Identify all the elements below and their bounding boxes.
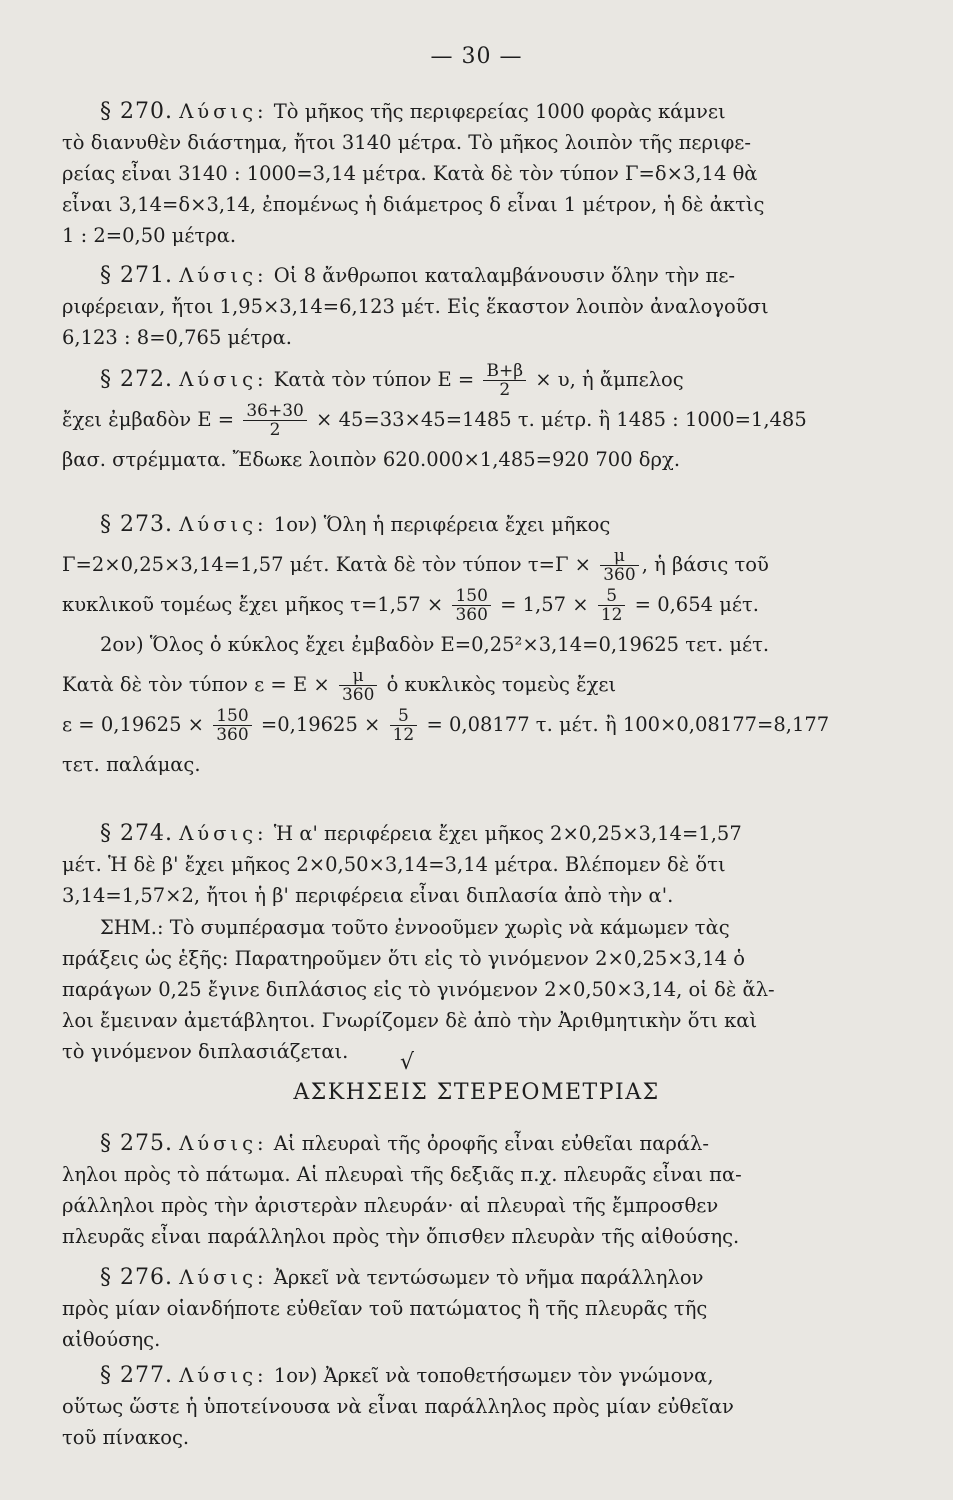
text-line: βασ. στρέμματα. Ἔδωκε λοιπὸν 620.000×1,485=920 700 δρχ.: [62, 448, 681, 471]
section-number: § 275.: [100, 1131, 173, 1156]
text-line: ριφέρειαν, ἤτοι 1,95×3,14=6,123 μέτ. Εἰς ἕκαστον λοιπὸν ἀναλογοῦσι: [62, 295, 769, 318]
text-line: × υ, ἡ ἄμπελος: [535, 368, 684, 391]
text-line: 1 : 2=0,50 μέτρα.: [62, 224, 237, 247]
fraction-denominator: 12: [600, 605, 623, 625]
text-line: Αἱ πλευραὶ τῆς ὀροφῆς εἶναι εὐθεῖαι παράλ-: [273, 1132, 709, 1155]
fraction: [243, 402, 307, 439]
solution-label: Λύσις:: [179, 1132, 268, 1155]
fraction-denominator: 360: [216, 725, 249, 745]
text-line: κυκλικοῦ τομέως ἔχει μῆκος τ=1,57 ×: [62, 593, 444, 616]
text-line: Κατὰ δὲ τὸν τύπον ε = Ε ×: [62, 673, 330, 696]
solution-274: [62, 818, 892, 911]
text-line: παράγων 0,25 ἔγινε διπλάσιος εἰς τὸ γινόμενον 2×0,50×3,14, οἱ δὲ ἄλ-: [62, 978, 775, 1001]
section-number: § 273.: [100, 512, 173, 537]
text-line: τὸ διανυθὲν διάστημα, ἤτοι 3140 μέτρα. Τὸ μῆκος λοιπὸν τῆς περιφε-: [62, 131, 751, 154]
fraction-denominator: 2: [269, 420, 281, 440]
text-line: πράξεις ὡς ἑξῆς: Παρατηροῦμεν ὅτι εἰς τὸ γινόμενον 2×0,25×3,14 ὁ: [62, 947, 745, 970]
text-line: ληλοι πρὸς τὸ πάτωμα. Αἱ πλευραὶ τῆς δεξιᾶς π.χ. πλευρᾶς εἶναι πα-: [62, 1163, 742, 1186]
fraction: [600, 547, 638, 584]
solution-label: Λύσις:: [179, 513, 268, 536]
solution-label: Λύσις:: [179, 100, 268, 123]
text-line: εἶναι 3,14=δ×3,14, ἐπομένως ἡ διάμετρος δ εἶναι 1 μέτρον, ἡ δὲ ἀκτὶς: [62, 193, 765, 216]
text-line: ὁ κυκλικὸς τομεὺς ἔχει: [386, 673, 617, 696]
fraction-numerator: 150: [452, 587, 490, 606]
text-line: τὸ γινόμενον διπλασιάζεται.: [62, 1040, 349, 1063]
text-line: = 1,57 ×: [500, 593, 589, 616]
fraction: [483, 362, 526, 399]
fraction: [213, 707, 251, 744]
text-line: 2ον) Ὅλος ὁ κύκλος ἔχει ἐμβαδὸν Ε=0,25²×3,14=0,19625 τετ. μέτ.: [100, 633, 770, 656]
text-line: ε = 0,19625 ×: [62, 713, 205, 736]
fraction-denominator: 360: [341, 685, 375, 705]
text-line: πρὸς μίαν οἱανδήποτε εὐθεῖαν τοῦ πατώματος ἢ τῆς πλευρᾶς τῆς: [62, 1297, 708, 1320]
text-line: =0,19625 ×: [260, 713, 381, 736]
solution-273: [62, 505, 892, 785]
solution-272: [62, 360, 892, 480]
solution-label: Λύσις:: [179, 368, 268, 391]
solution-label: Λύσις:: [179, 264, 268, 287]
page-number: — 30 —: [430, 44, 523, 69]
solution-277: [62, 1360, 892, 1453]
text-line: ΣΗΜ.: Τὸ συμπέρασμα τοῦτο ἐννοοῦμεν χωρὶς νὰ κάμωμεν τὰς: [100, 916, 730, 939]
text-line: Ἀρκεῖ νὰ τεντώσωμεν τὸ νῆμα παράλληλον: [273, 1266, 704, 1289]
text-line: ρείας εἶναι 3140 : 1000=3,14 μέτρα. Κατὰ δὲ τὸν τύπον Γ=δ×3,14 θὰ: [62, 162, 758, 185]
text-line: Ἡ α' περιφέρεια ἔχει μῆκος 2×0,25×3,14=1,57: [273, 822, 742, 845]
fraction-denominator: 360: [455, 605, 488, 625]
text-line: Κατὰ τὸν τύπον Ε =: [273, 368, 475, 391]
fraction-denominator: 2: [499, 380, 511, 400]
solution-270: [62, 96, 892, 251]
text-line: τοῦ πίνακος.: [62, 1426, 190, 1449]
fraction-numerator: 5: [598, 587, 626, 606]
section-number: § 276.: [100, 1265, 173, 1290]
fraction: [390, 707, 418, 744]
text-line: 6,123 : 8=0,765 μέτρα.: [62, 326, 292, 349]
solution-label: Λύσις:: [179, 1364, 268, 1387]
text-line: αἰθούσης.: [62, 1328, 161, 1351]
solution-label: Λύσις:: [179, 1266, 268, 1289]
fraction: [598, 587, 626, 624]
text-line: πλευρᾶς εἶναι παράλληλοι πρὸς τὴν ὄπισθεν πλευρὰν τῆς αἰθούσης.: [62, 1225, 740, 1248]
fraction-numerator: μ: [600, 547, 638, 566]
fraction: [452, 587, 490, 624]
text-line: τετ. παλάμας.: [62, 753, 201, 776]
text-line: Οἱ 8 ἄνθρωποι καταλαμβάνουσιν ὅλην τὴν πε-: [273, 264, 736, 287]
text-line: λοι ἔμειναν ἀμετάβλητοι. Γνωρίζομεν δὲ ἀπὸ τὴν Ἀριθμητικὴν ὅτι καὶ: [62, 1009, 758, 1032]
fraction-denominator: 360: [603, 565, 636, 585]
section-number: § 270.: [100, 99, 173, 124]
section-number: § 277.: [100, 1363, 173, 1388]
solution-271: [62, 260, 892, 353]
note-paragraph: [62, 912, 892, 1067]
solution-275: [62, 1128, 892, 1252]
text-line: 1ον) Ἀρκεῖ νὰ τοποθετήσωμεν τὸν γνώμονα,: [273, 1364, 714, 1387]
fraction-numerator: 5: [390, 707, 418, 726]
text-line: Τὸ μῆκος τῆς περιφερείας 1000 φορὰς κάμνει: [273, 100, 726, 123]
section-number: § 272.: [100, 367, 173, 392]
fraction-numerator: Β+β: [483, 362, 526, 381]
fraction-numerator: μ: [339, 667, 377, 686]
text-line: μέτ. Ἡ δὲ β' ἔχει μῆκος 2×0,50×3,14=3,14 μέτρα. Βλέπομεν δὲ ὅτι: [62, 853, 726, 876]
text-line: = 0,654 μέτ.: [634, 593, 759, 616]
solution-label: Λύσις:: [179, 822, 268, 845]
fraction-numerator: 150: [213, 707, 251, 726]
text-line: οὕτως ὥστε ἡ ὑποτείνουσα νὰ εἶναι παράλληλος πρὸς μίαν εὐθεῖαν: [62, 1395, 734, 1418]
fraction-numerator: 36+30: [243, 402, 307, 421]
fraction: [339, 667, 377, 704]
text-line: ἔχει ἐμβαδὸν Ε =: [62, 408, 235, 431]
fraction-denominator: 12: [392, 725, 415, 745]
check-mark: √: [400, 1050, 415, 1075]
section-heading: ΑΣΚΗΣΕΙΣ ΣΤΕΡΕΟΜΕΤΡΙΑΣ: [293, 1080, 660, 1105]
text-line: × 45=33×45=1485 τ. μέτρ. ἢ 1485 : 1000=1,485: [316, 408, 807, 431]
text-line: , ἡ βάσις τοῦ: [641, 553, 769, 576]
text-line: ράλληλοι πρὸς τὴν ἀριστερὰν πλευράν· αἱ πλευραὶ τῆς ἔμπροσθεν: [62, 1194, 719, 1217]
text-line: Γ=2×0,25×3,14=1,57 μέτ. Κατὰ δὲ τὸν τύπον τ=Γ ×: [62, 553, 592, 576]
text-line: 3,14=1,57×2, ἤτοι ἡ β' περιφέρεια εἶναι διπλασία ἀπὸ τὴν α'.: [62, 884, 674, 907]
section-number: § 271.: [100, 263, 173, 288]
section-number: § 274.: [100, 821, 173, 846]
text-line: 1ον) Ὅλη ἡ περιφέρεια ἔχει μῆκος: [273, 513, 611, 536]
text-line: = 0,08177 τ. μέτ. ἢ 100×0,08177=8,177: [426, 713, 830, 736]
solution-276: [62, 1262, 892, 1355]
